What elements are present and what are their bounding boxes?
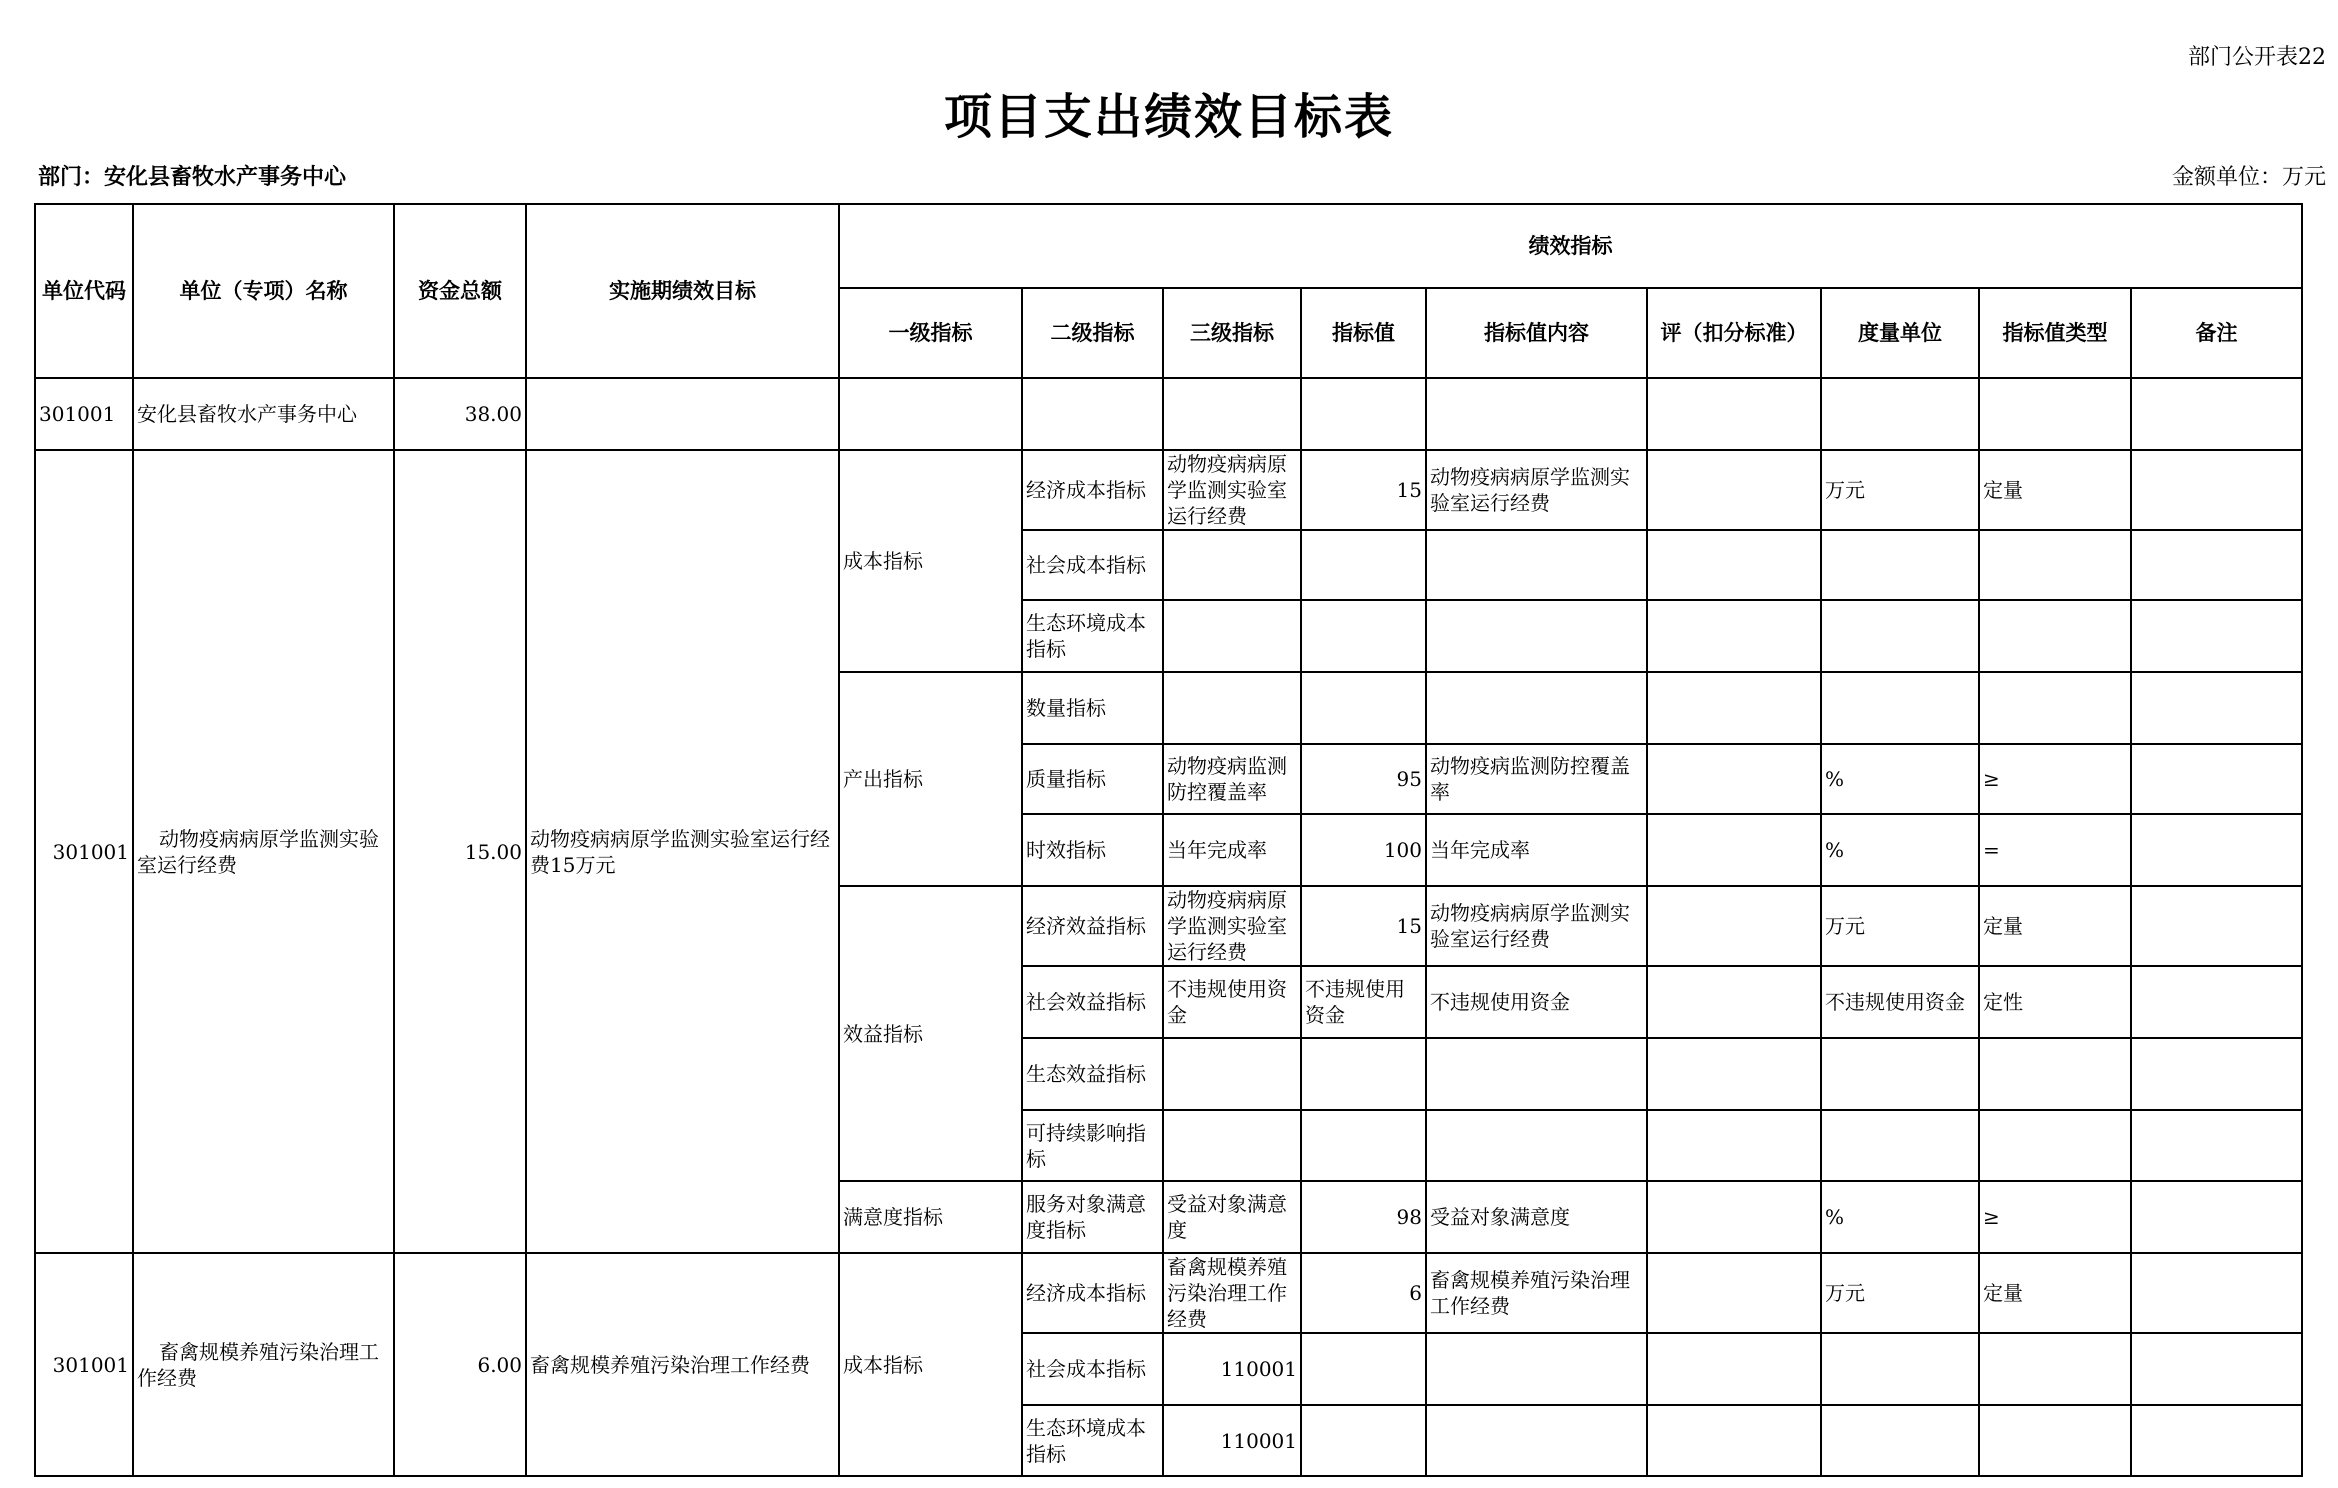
project-amount: 15.00 [394,450,526,1253]
project-1 [35,450,2302,1253]
indicator-note [2131,450,2302,530]
indicator-measure [1821,672,1979,744]
indicator-lvl2: 生态环境成本指标 [1022,600,1163,672]
indicator-lvl2: 数量指标 [1022,672,1163,744]
indicator-lvl3 [1163,600,1301,672]
indicator-score [1647,1038,1821,1110]
indicator-value-type: = [1979,814,2131,886]
indicator-measure: 万元 [1821,450,1979,530]
indicator-lvl2: 生态效益指标 [1022,1038,1163,1110]
indicator-measure: 不违规使用资金 [1821,966,1979,1038]
indicator-lvl3: 畜禽规模养殖污染治理工作经费 [1163,1253,1301,1333]
indicator-lvl2: 社会成本指标 [1022,530,1163,600]
indicator-lvl2: 可持续影响指标 [1022,1110,1163,1181]
indicator-content: 不违规使用资金 [1426,966,1647,1038]
indicator-value: 95 [1301,744,1426,814]
indicator-lvl2: 经济成本指标 [1022,1253,1163,1333]
indicator-lvl3: 动物疫病病原学监测实验室运行经费 [1163,886,1301,966]
project-code: 301001 [35,1253,133,1476]
indicator-value [1301,672,1426,744]
indicator-content [1426,530,1647,600]
indicator-content: 动物疫病病原学监测实验室运行经费 [1426,450,1647,530]
header-row-1 [35,204,2302,288]
indicator-measure: 万元 [1821,1253,1979,1333]
indicator-note [2131,672,2302,744]
performance-table [34,203,2303,1477]
indicator-lvl2: 服务对象满意度指标 [1022,1181,1163,1253]
indicator-lvl2: 社会效益指标 [1022,966,1163,1038]
indicator-measure [1821,530,1979,600]
indicator-note [2131,1181,2302,1253]
header-note: 备注 [2131,288,2302,378]
indicator-content [1426,600,1647,672]
indicator-content: 受益对象满意度 [1426,1181,1647,1253]
indicator-note [2131,814,2302,886]
indicator-value: 15 [1301,450,1426,530]
indicator-lvl2: 社会成本指标 [1022,1333,1163,1405]
indicator-score [1647,744,1821,814]
indicator-lvl3 [1163,1110,1301,1181]
indicator-score [1647,814,1821,886]
indicator-measure [1821,1333,1979,1405]
indicator-value-type [1979,1333,2131,1405]
indicator-content [1426,1333,1647,1405]
project-2 [35,1253,2302,1476]
indicator-note [2131,886,2302,966]
indicator-note [2131,1110,2302,1181]
header-lvl2: 二级指标 [1022,288,1163,378]
indicator-value [1301,1333,1426,1405]
indicator-content: 畜禽规模养殖污染治理工作经费 [1426,1253,1647,1333]
indicator-value-type [1979,530,2131,600]
indicator-measure: % [1821,814,1979,886]
indicator-note [2131,1038,2302,1110]
indicator-content: 当年完成率 [1426,814,1647,886]
indicator-note [2131,1405,2302,1476]
header-lvl3: 三级指标 [1163,288,1301,378]
project-name: 动物疫病病原学监测实验室运行经费 [133,450,394,1253]
header-measure: 度量单位 [1821,288,1979,378]
indicator-value [1301,530,1426,600]
indicator-score [1647,672,1821,744]
indicator-lvl1: 成本指标 [839,1253,1022,1476]
header-total-funds: 资金总额 [394,204,526,378]
indicator-value-type [1979,1110,2131,1181]
indicator-value: 不违规使用资金 [1301,966,1426,1038]
indicator-value: 98 [1301,1181,1426,1253]
header-unit-name: 单位（专项）名称 [133,204,394,378]
department-label: 部门：安化县畜牧水产事务中心 [38,165,347,190]
indicator-lvl3 [1163,1038,1301,1110]
indicator-lvl2: 时效指标 [1022,814,1163,886]
indicator-lvl3: 110001 [1163,1333,1301,1405]
indicator-lvl3: 动物疫病监测防控覆盖率 [1163,744,1301,814]
summary-row [35,378,2302,450]
indicator-lvl1: 产出指标 [839,672,1022,886]
indicator-value-type: ≥ [1979,744,2131,814]
indicator-note [2131,966,2302,1038]
indicator-value-type: 定量 [1979,886,2131,966]
indicator-measure: % [1821,744,1979,814]
header-perf-indicators: 绩效指标 [839,204,2302,288]
indicator-note [2131,1253,2302,1333]
indicator-score [1647,1253,1821,1333]
indicator-value [1301,600,1426,672]
indicator-value-type [1979,600,2131,672]
indicator-lvl3: 不违规使用资金 [1163,966,1301,1038]
indicator-lvl3 [1163,530,1301,600]
form-number: 部门公开表22 [2188,45,2326,70]
indicator-lvl2: 生态环境成本指标 [1022,1405,1163,1476]
indicator-lvl1: 满意度指标 [839,1181,1022,1253]
indicator-lvl3: 动物疫病病原学监测实验室运行经费 [1163,450,1301,530]
indicator-content [1426,1405,1647,1476]
indicator-lvl1: 成本指标 [839,450,1022,672]
indicator-note [2131,600,2302,672]
header-content: 指标值内容 [1426,288,1647,378]
indicator-content: 动物疫病病原学监测实验室运行经费 [1426,886,1647,966]
indicator-score [1647,1181,1821,1253]
indicator-note [2131,744,2302,814]
summary-code: 301001 [35,378,133,450]
indicator-value-type [1979,672,2131,744]
header-lvl1: 一级指标 [839,288,1022,378]
indicator-content [1426,672,1647,744]
project-goal: 动物疫病病原学监测实验室运行经费15万元 [526,450,839,1253]
table-row [35,1253,2302,1333]
indicator-lvl2: 经济效益指标 [1022,886,1163,966]
indicator-content [1426,1110,1647,1181]
project-goal: 畜禽规模养殖污染治理工作经费 [526,1253,839,1476]
indicator-measure [1821,600,1979,672]
indicator-score [1647,1110,1821,1181]
indicator-value-type [1979,1038,2131,1110]
indicator-measure: % [1821,1181,1979,1253]
header-goal: 实施期绩效目标 [526,204,839,378]
indicator-content: 动物疫病监测防控覆盖率 [1426,744,1647,814]
indicator-measure [1821,1110,1979,1181]
indicator-score [1647,1405,1821,1476]
indicator-value [1301,1038,1426,1110]
indicator-score [1647,1333,1821,1405]
indicator-lvl2: 经济成本指标 [1022,450,1163,530]
amount-unit-label: 金额单位：万元 [2171,165,2326,190]
project-name: 畜禽规模养殖污染治理工作经费 [133,1253,394,1476]
indicator-note [2131,1333,2302,1405]
project-code: 301001 [35,450,133,1253]
indicator-note [2131,530,2302,600]
indicator-score [1647,966,1821,1038]
indicator-lvl3 [1163,672,1301,744]
indicator-value: 100 [1301,814,1426,886]
indicator-lvl3: 当年完成率 [1163,814,1301,886]
indicator-value [1301,1405,1426,1476]
indicator-score [1647,530,1821,600]
indicator-lvl3: 110001 [1163,1405,1301,1476]
indicator-value-type: 定量 [1979,450,2131,530]
indicator-value-type: 定量 [1979,1253,2131,1333]
indicator-value: 6 [1301,1253,1426,1333]
indicator-content [1426,1038,1647,1110]
page-title: 项目支出绩效目标表 [943,89,1394,145]
indicator-measure: 万元 [1821,886,1979,966]
indicator-score [1647,600,1821,672]
header-value: 指标值 [1301,288,1426,378]
indicator-measure [1821,1405,1979,1476]
indicator-lvl1: 效益指标 [839,886,1022,1181]
summary-name: 安化县畜牧水产事务中心 [133,378,394,450]
table-row [35,450,2302,530]
indicator-lvl2: 质量指标 [1022,744,1163,814]
indicator-measure [1821,1038,1979,1110]
indicator-score [1647,450,1821,530]
indicator-value-type [1979,1405,2131,1476]
header-unit-code: 单位代码 [35,204,133,378]
indicator-value-type: ≥ [1979,1181,2131,1253]
project-amount: 6.00 [394,1253,526,1476]
header-score: 评（扣分标准） [1647,288,1821,378]
indicator-value: 15 [1301,886,1426,966]
indicator-lvl3: 受益对象满意度 [1163,1181,1301,1253]
indicator-score [1647,886,1821,966]
indicator-value [1301,1110,1426,1181]
summary-amount: 38.00 [394,378,526,450]
header-value-type: 指标值类型 [1979,288,2131,378]
indicator-value-type: 定性 [1979,966,2131,1038]
